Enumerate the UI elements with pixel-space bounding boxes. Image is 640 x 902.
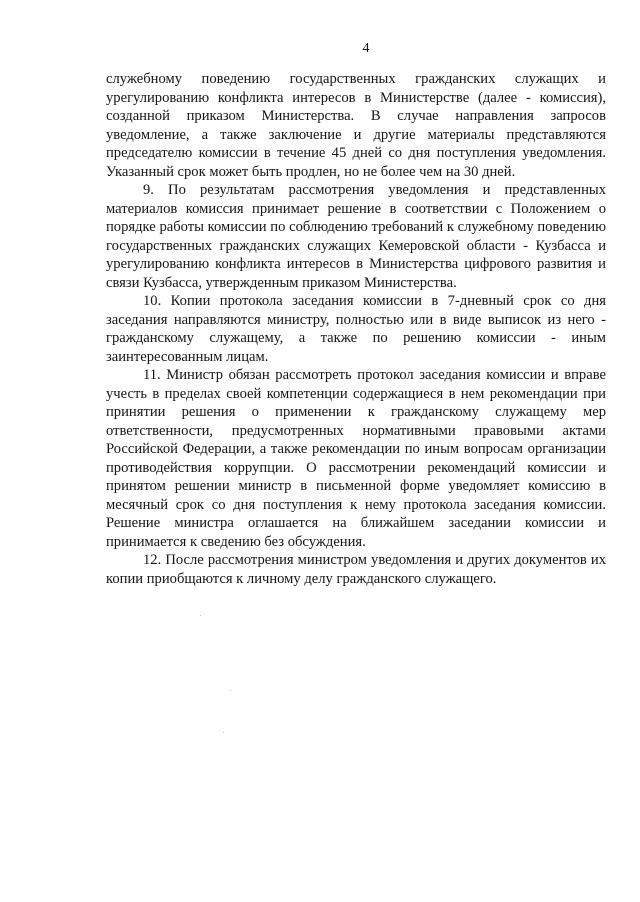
paragraph-10: 10. Копии протокола заседания комиссии в 7-дневный срок со дня заседания направляются министру, полностью или в виде выписок из него - гражданскому служащему, а также по решению комиссии - иным заинтересованным лицам. [106, 293, 606, 365]
paragraph-12: 12. После рассмотрения министром уведомления и других документов их копии приобщаются к личному делу гражданского служащего. [106, 552, 606, 587]
paragraph-continuation: служебному поведению государственных гражданских служащих и урегулированию конфликта интересов в Министерстве (далее - комиссия), созданной приказом Министерства. В случае направления запросов уведомление, а также заключение и другие материалы представляются председателю комиссии в течение 45 дней со дня поступления уведомления. Указанный срок может быть продлен, но не более чем на 30 дней. [106, 71, 606, 180]
scan-speck [230, 690, 231, 691]
scan-speck [200, 615, 201, 616]
paragraph-9: 9. По результатам рассмотрения уведомления и представленных материалов комиссия принимает решение в соответствии с Положением о порядке работы комиссии по соблюдению требований к служебному поведению государственных гражданских служащих Кемеровской области - Кузбасса и урегулированию конфликта интересов в Министерства цифрового развития и связи Кузбасса, утвержденным приказом Министерства. [106, 182, 606, 291]
document-body [106, 70, 606, 588]
paragraph-11: 11. Министр обязан рассмотреть протокол заседания комиссии и вправе учесть в пределах своей компетенции содержащиеся в нем рекомендации при принятии решения о применении к гражданскому служащему мер ответственности, предусмотренных нормативными правовыми актами Российской Федерации, а также рекомендации по иным вопросам организации противодействия коррупции. О рассмотрении рекомендаций комиссии и принятом решении министр в письменной форме уведомляет комиссию в месячный срок со дня поступления к нему протокола заседания комиссии. Решение министра оглашается на ближайшем заседании комиссии и принимается к сведению без обсуждения. [106, 367, 606, 550]
scan-speck [223, 732, 224, 733]
page-number: 4 [362, 41, 370, 56]
